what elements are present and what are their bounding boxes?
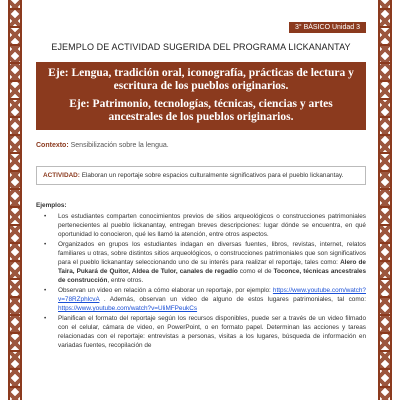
activity-text: Elaboran un reportaje sobre espacios culturalmente significativos para el pueblo lickanantay. (79, 172, 344, 179)
decorative-border-left (8, 0, 22, 400)
page-title: EJEMPLO DE ACTIVIDAD SUGERIDA DEL PROGRAMA LICKANANTAY (51, 42, 351, 52)
examples-section (36, 201, 366, 350)
activity-box (36, 166, 366, 185)
example-text-4: Planifican el formato del reportaje según los recursos disponibles, puede ser a través de un video filmado con el celular, cámara de video, en PowerPoint, o en formato papel. Determinan las acciones y tareas relacionadas con el reportaje: entrevistas a personas, visitas a los lugares, búsqueda de información en variadas fuentes, recopilación de (58, 315, 366, 349)
bullet-icon: • (44, 213, 47, 220)
example-text-2c: , entre otros. (107, 277, 144, 284)
example-text-2a: Organizados en grupos los estudiantes indagan en diversas fuentes, libros, revistas, internet, relatos familiares u otras, sobre distintos sitios arqueológicos, o construcciones patrimoniales que son significativos para el pueblo lickanantay seleccionando uno de su interés para realizar el reportaje, tales como: (58, 241, 366, 266)
axis-heading-2: Eje: Patrimonio, tecnologías, técnicas, ciencias y artes ancestrales de los pueblos originarios. (69, 98, 333, 123)
context-line (36, 140, 366, 152)
activity-label: ACTIVIDAD: (43, 172, 80, 179)
axis-heading-1: Eje: Lengua, tradición oral, iconografía, prácticas de lectura y escritura de los pueblos originarios. (48, 67, 354, 92)
list-item (36, 240, 366, 285)
example-text-2b: como el de (237, 268, 274, 275)
examples-list (36, 212, 366, 350)
examples-title: Ejemplos: (36, 202, 67, 209)
example-text-1: Los estudiantes comparten conocimientos previos de sitios arqueológicos o construcciones patrimoniales pertenecientes al pueblo lickanantay, entregan breves descripciones: lugar dónde se encuentra, en qué oportunidad lo conocieron, qué les llamó la atención, entre otros aspectos. (58, 213, 366, 238)
decorative-border-right (378, 0, 392, 400)
bullet-icon: • (44, 241, 47, 248)
example-bold-2b: Toconce, técnicas ancestrales de construcción (58, 268, 367, 284)
video-link-reportaje[interactable]: https://www.youtube.com/watch?v=78RZphlcvA (58, 287, 366, 303)
example-bold-2a: Alero de Taira, Pukará de Quitor, Aldea de Tulor, canales de regadío (58, 259, 366, 275)
bullet-icon: • (44, 315, 47, 322)
context-label: Contexto: (36, 142, 69, 149)
context-value: Sensibilización sobre la lengua. (70, 142, 169, 149)
list-item (36, 314, 366, 350)
grade-badge: 3° BÁSICO Unidad 3 (289, 22, 366, 33)
document-body (36, 40, 366, 351)
list-item (36, 286, 366, 313)
example-text-3a: Observan un video en relación a cómo elaborar un reportaje, por ejemplo: (58, 287, 273, 294)
video-link-patrimonio[interactable]: https://www.youtube.com/watch?v=UliMFPeukCs (58, 305, 198, 312)
example-text-3b: . Además, observan un video de alguno de estos lugares patrimoniales, tal como: (99, 296, 366, 303)
list-item (36, 212, 366, 239)
bullet-icon: • (44, 287, 47, 294)
axes-banner (36, 62, 366, 130)
